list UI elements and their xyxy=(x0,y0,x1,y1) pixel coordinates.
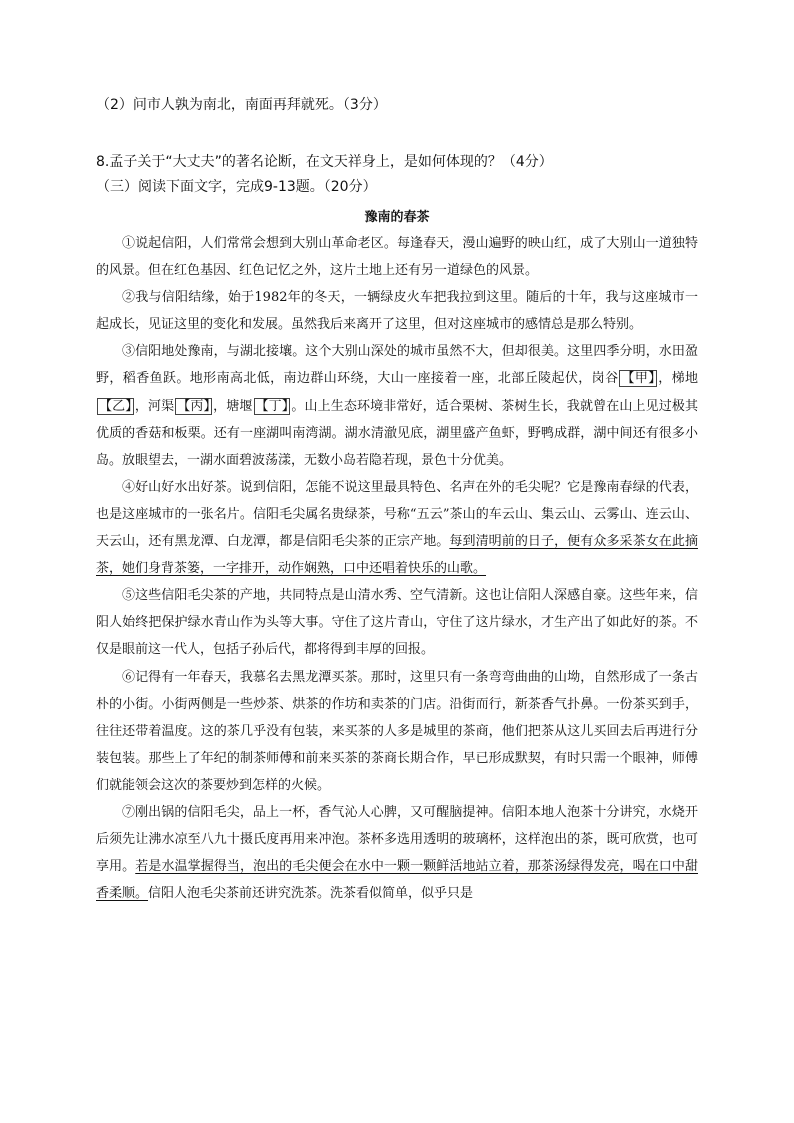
blank-ding: 【丁】 xyxy=(255,398,289,414)
paragraph-4 xyxy=(96,474,698,582)
section-3-heading: （三）阅读下面文字，完成9-13题。（20分） xyxy=(96,179,377,195)
paragraph-3-part: ，塘堰 xyxy=(213,398,253,414)
paragraph-3-part: ，梯地 xyxy=(658,371,698,387)
paragraph-2: ②我与信阳结缘，始于1982年的冬天，一辆绿皮火车把我拉到这里。随后的十年，我与这座城市一起成长，见证这里的变化和发展。虽然我后来离开了这里，但对这座城市的感情总是那么特别。 xyxy=(96,290,698,333)
paragraph-3-part: ③信阳地处豫南，与湖北接壤。这个大别山深处的城市虽然不大，但却很美。这里四季分明，水田盈野，稻香鱼跃。地形南高北低，南边群山环绕，大山一座接着一座，北部丘陵起伏，岗谷 xyxy=(96,344,698,387)
blank-jia: 【甲】 xyxy=(621,371,656,387)
article-title: 豫南的春茶 xyxy=(364,210,430,225)
blank-bing: 【丙】 xyxy=(177,398,211,414)
paragraph-3-part: 。山上生态环境非常好，适合栗树、茶树生长，我就曾在山上见过极其优质的香菇和板栗。还有一座湖叫南湾湖。湖水清澈见底，湖里盛产鱼虾，野鸭成群，湖中间还有很多小岛。放眼望去，一湖水面碧波荡漾，无数小岛若隐若现，景色十分优美。 xyxy=(96,398,698,468)
paragraph-3-part: ，河渠 xyxy=(134,398,175,414)
article-body xyxy=(96,230,698,907)
paragraph-7-text: ⑦刚出锅的信阳毛尖，品上一杯，香气沁人心脾，又可醒脑提神。信阳本地人泡茶十分讲究，水烧开后须先让沸水凉至八九十摄氏度再用来冲泡。茶杯多选用透明的玻璃杯，这样泡出的茶，既可欣赏，也可享用。 xyxy=(96,804,698,875)
question-7-2: （2）问市人孰为南北，南面再拜就死。（3分） xyxy=(96,97,387,113)
paragraph-6: ⑥记得有一年春天，我慕名去黑龙潭买茶。那时，这里只有一条弯弯曲曲的山坳，自然形成了一条古朴的小街。小街两侧是一些炒茶、烘茶的作坊和卖茶的门店。沿街而行，新茶香气扑鼻。一份茶买到手，往往还带着温度。这的茶几乎没有包装，来买茶的人多是城里的茶商，他们把茶从这儿买回去后再进行分装包装。那些上了年纪的制茶师傅和前来买茶的茶商长期合作，早已形成默契，有时只需一个眼神，师傅们就能领会这次的茶要炒到怎样的火候。 xyxy=(96,669,698,793)
paragraph-7-tail: 信阳人泡毛尖茶前还讲究洗茶。洗茶看似简单，似乎只是 xyxy=(148,886,474,902)
paragraph-7 xyxy=(96,799,698,907)
blank-yi: 【乙】 xyxy=(99,398,132,414)
question-8: 8.孟子关于“大丈夫”的著名论断，在文天祥身上，是如何体现的？（4分） xyxy=(96,154,553,170)
paragraph-1: ①说起信阳，人们常常会想到大别山革命老区。每逢春天，漫山遍野的映山红，成了大别山一道独特的风景。但在红色基因、红色记忆之外，这片土地上还有另一道绿色的风景。 xyxy=(96,236,698,279)
underlined-sentence-2: 若是水温掌握得当，泡出的毛尖便会在水中一颗一颗鲜活地站立着，那茶汤绿得发亮，喝在口中甜香柔顺。 xyxy=(96,859,698,902)
underlined-sentence-1: 每到清明前的日子，便有众多采茶女在此摘茶，她们身背茶篓，一字排开，动作娴熟，口中还唱着快乐的山歌。 xyxy=(96,534,698,577)
paragraph-4-text: ④好山好水出好茶。说到信阳，怎能不说这里最具特色、名声在外的毛尖呢？它是豫南春绿的代表，也是这座城市的一张名片。信阳毛尖属名贵绿茶，号称“五云”茶山的车云山、集云山、云雾山、连云山、天云山，还有黑龙潭、白龙潭，都是信阳毛尖茶的正宗产地。 xyxy=(96,479,698,550)
paragraph-5: ⑤这些信阳毛尖茶的产地，共同特点是山清水秀、空气清新。这也让信阳人深感自豪。这些年来，信阳人始终把保护绿水青山作为头等大事。守住了这片青山，守住了这片绿水，才生产出了如此好的茶。不仅是眼前这一代人，包括子孙后代，都将得到丰厚的回报。 xyxy=(96,588,698,658)
paragraph-3 xyxy=(96,338,698,473)
